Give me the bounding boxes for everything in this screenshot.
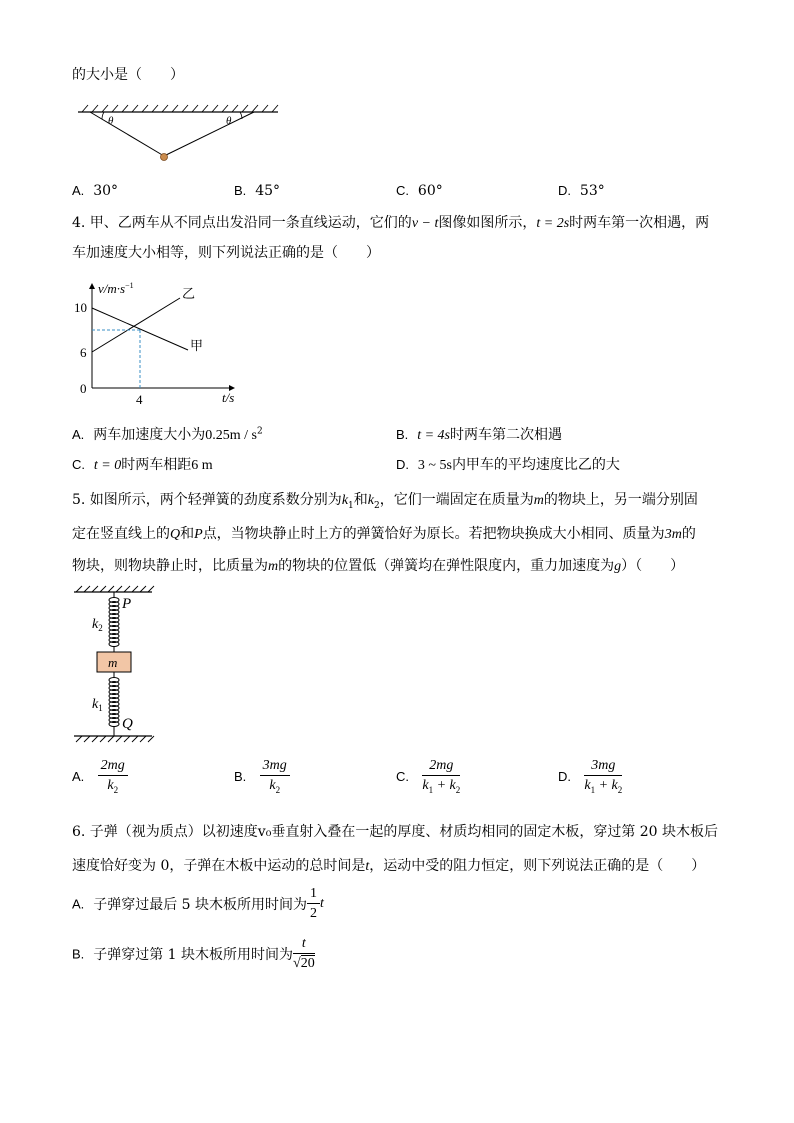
y-tick-0: 0 [80, 381, 87, 396]
q3-option-c: C. 60° [396, 183, 443, 199]
q5-spring-figure [72, 584, 162, 746]
k2-label: $k_2$ [92, 617, 103, 633]
q6-option-b: B. 子弹穿过第 1 块木板所用时间为 $\frac{t}{√20}$ [72, 936, 315, 972]
theta-left-label: θ [108, 115, 114, 127]
line-yi [92, 298, 180, 352]
y-tick-10: 10 [74, 300, 87, 315]
q5-option-a: A. $\frac{2mg}{k_2}$ [72, 758, 128, 795]
y-axis-label: $v/m\cdot s^{-1}$ [98, 281, 134, 296]
x-axis-label: t/s [222, 390, 235, 405]
point-P-label: P [122, 596, 132, 612]
k1-label: $k_1$ [92, 697, 103, 713]
q3-option-d: D. 53° [558, 183, 605, 199]
q5-option-b: B. $\frac{3mg}{k_2}$ [234, 758, 290, 795]
q5-option-d: D. $\frac{3mg}{k_1 + k_2}$ [558, 758, 623, 795]
q3-option-a: A. 30° [72, 183, 119, 199]
q5-stem-line2: 定在竖直线上的Q和P点，当物块静止时上方的弹簧恰好为原长。若把物块换成大小相同、质量为3m的 [72, 526, 696, 542]
q6-stem-line2: 速度恰好变为 0，子弹在木板中运动的总时间是t，运动中受的阻力恒定，则下列说法正确的是（ ） [72, 858, 706, 874]
ball-icon [161, 154, 168, 161]
q6-stem-line1: 6. 子弹（视为质点）以初速度v₀垂直射入叠在一起的厚度、材质均相同的固定木板，穿过第 20 块木板后 [72, 824, 719, 840]
point-Q-label: Q [122, 716, 133, 732]
q4-option-a: A. 两车加速度大小为$0.25m / s^2$ [72, 426, 263, 443]
q4-option-b: B. t = 4s时两车第二次相遇 [396, 427, 562, 443]
q4-vt-graph [72, 278, 242, 408]
q4-stem-line2: 车加速度大小相等，则下列说法正确的是（ ） [72, 245, 380, 261]
q3-option-b: B. 45° [234, 183, 281, 199]
label-yi: 乙 [182, 286, 196, 301]
block-label: m [108, 655, 118, 670]
label-jia: 甲 [190, 338, 204, 353]
q4-option-c: C. t = 0时两车相距6 m [72, 457, 213, 473]
q4-option-d: D. 3 ~ 5s内甲车的平均速度比乙的大 [396, 457, 620, 473]
q6-option-a: A. 子弹穿过最后 5 块木板所用时间为 $\frac{1}{2}$ t [72, 886, 324, 922]
q5-stem-line3: 物块，则物块静止时，比质量为m的物块的位置低（弹簧均在弹性限度内，重力加速度为g）（ ） [72, 558, 685, 574]
q5-stem-line1: 5. 如图所示，两个轻弹簧的劲度系数分别为$k_1$和$k_2$，它们一端固定在质量为m的物块上，另一端分别固 [72, 492, 698, 511]
q4-stem-line1: 4. 甲、乙两车从不同点出发沿同一条直线运动，它们的v − t图像如图所示，t = 2s时两车第一次相遇，两 [72, 215, 710, 231]
q3-string-figure [74, 102, 284, 164]
intro-text: 的大小是（ ） [72, 67, 184, 83]
x-tick-4: 4 [136, 392, 143, 407]
y-tick-6: 6 [80, 345, 87, 360]
q5-option-c: C. $\frac{2mg}{k_1 + k_2}$ [396, 758, 461, 795]
theta-right-label: θ [226, 115, 232, 127]
